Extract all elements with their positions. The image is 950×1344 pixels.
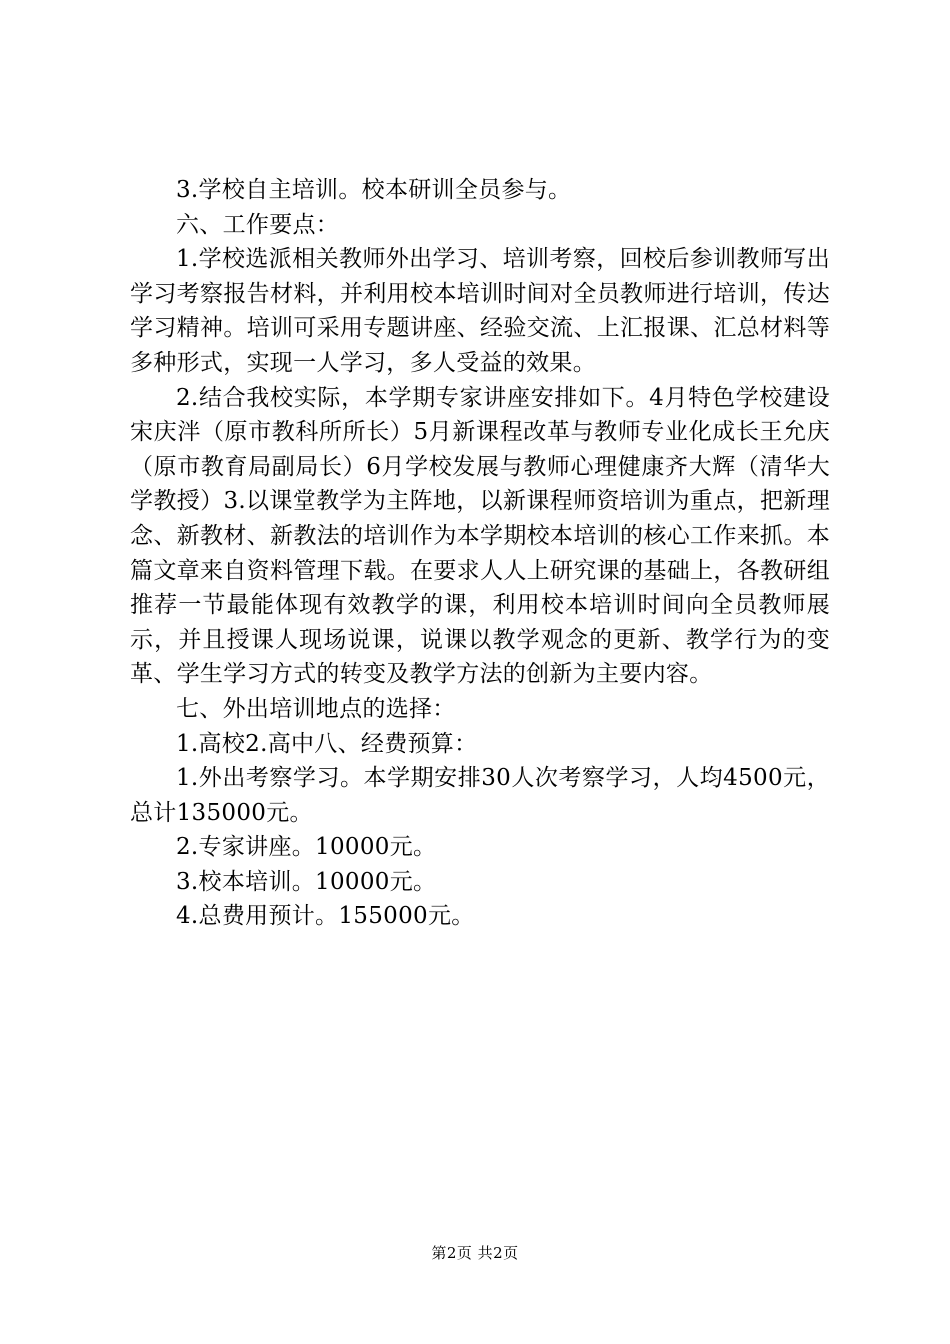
paragraph-budget-lectures: 2.专家讲座。10000元。 [176,834,437,861]
document-body [130,173,830,934]
paragraph-external-study: 1.学校选派相关教师外出学习、培训考察，回校后参训教师写出学习考察报告材料，并利用校本培训时间对全员教师进行培训，传达学习精神。培训可采用专题讲座、经验交流、上汇报课、汇总材料等多种形式，实现一人学习，多人受益的效果。 [130,246,830,376]
paragraph-expert-lectures: 2.结合我校实际，本学期专家讲座安排如下。4月特色学校建设宋庆泮（原市教科所所长）5月新课程改革与教师专业化成长王允庆（原市教育局副局长）6月学校发展与教师心理健康齐大辉（清华大学教授）3.以课堂教学为主阵地，以新课程师资培训为重点，把新理念、新教材、新教法的培训作为本学期校本培训的核心工作来抓。本篇文章来自资料管理下载。在要求人人上研究课的基础上，各教研组推荐一节最能体现有效教学的课，利用校本培训时间向全员教师展示，并且授课人现场说课，说课以教学观念的更新、教学行为的变革、学生学习方式的转变及教学方法的创新为主要内容。 [130,384,830,688]
heading-training-locations: 七、外出培训地点的选择： [176,695,456,722]
page-footer: 第2页 共2页 [431,1244,519,1262]
paragraph-locations-budget: 1.高校2.高中八、经费预算： [176,730,478,757]
paragraph-self-training: 3.学校自主培训。校本研训全员参与。 [176,177,572,203]
paragraph-budget-total: 4.总费用预计。155000元。 [176,903,475,930]
paragraph-budget-school: 3.校本培训。10000元。 [176,868,437,895]
heading-work-points: 六、工作要点： [176,211,340,238]
paragraph-budget-study: 1.外出考察学习。本学期安排30人次考察学习，人均4500元，总计135000元。 [130,765,830,826]
